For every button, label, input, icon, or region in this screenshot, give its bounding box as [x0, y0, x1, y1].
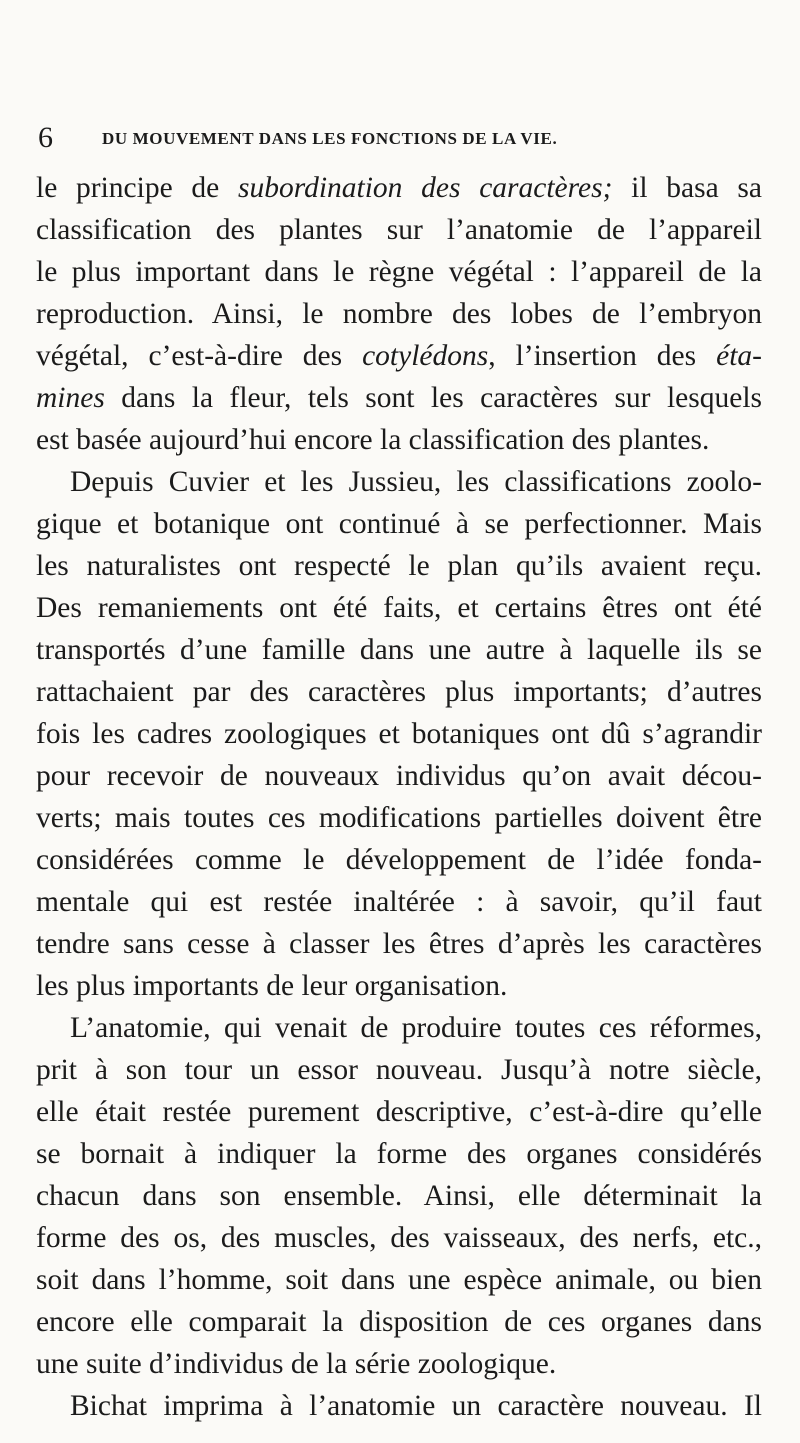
page-number: 6 — [38, 121, 53, 154]
text-line: gique et botanique ont continué à se perfectionner. Mais — [36, 508, 762, 540]
running-head: DU MOUVEMENT DANS LES FONCTIONS DE LA VIE. — [102, 129, 558, 148]
text-line: le principe de subordination des caractères; il basa sa — [36, 172, 762, 204]
text-line: transportés d’une famille dans une autre à laquelle ils se — [36, 634, 762, 666]
text-line: classification des plantes sur l’anatomie de l’appareil — [36, 214, 762, 246]
text-line: reproduction. Ainsi, le nombre des lobes de l’embryon — [36, 298, 762, 330]
text-line: pour recevoir de nouveaux individus qu’on avait décou- — [36, 760, 762, 792]
text-line: se bornait à indiquer la forme des organes considérés — [36, 1138, 762, 1170]
text-line: les naturalistes ont respecté le plan qu’ils avaient reçu. — [36, 550, 762, 582]
text-line: est basée aujourd’hui encore la classification des plantes. — [36, 424, 710, 456]
text-line: soit dans l’homme, soit dans une espèce animale, ou bien — [36, 1264, 762, 1296]
text-line: Depuis Cuvier et les Jussieu, les classifications zoolo- — [70, 466, 762, 498]
text-line: mines dans la fleur, tels sont les caractères sur lesquels — [36, 382, 762, 414]
page-header — [38, 118, 768, 158]
text-line: elle était restée purement descriptive, c’est-à-dire qu’elle — [36, 1096, 762, 1128]
text-line: forme des os, des muscles, des vaisseaux, des nerfs, etc., — [36, 1222, 762, 1254]
text-line: rattachaient par des caractères plus importants; d’autres — [36, 676, 762, 708]
text-line: mentale qui est restée inaltérée : à savoir, qu’il faut — [36, 886, 762, 918]
text-line: fois les cadres zoologiques et botaniques ont dû s’agrandir — [36, 718, 762, 750]
text-line: Des remaniements ont été faits, et certains êtres ont été — [36, 592, 762, 624]
text-line: une suite d’individus de la série zoologique. — [36, 1348, 557, 1380]
text-line: considérées comme le développement de l’idée fonda- — [36, 844, 762, 876]
text-line: verts; mais toutes ces modifications partielles doivent être — [36, 802, 762, 834]
text-line: encore elle comparait la disposition de ces organes dans — [36, 1306, 762, 1338]
text-line: chacun dans son ensemble. Ainsi, elle déterminait la — [36, 1180, 762, 1212]
text-line: les plus importants de leur organisation. — [36, 970, 508, 1002]
text-line: le plus important dans le règne végétal : l’appareil de la — [36, 256, 762, 288]
text-line: tendre sans cesse à classer les êtres d’après les caractères — [36, 928, 762, 960]
text-line: Bichat imprima à l’anatomie un caractère nouveau. Il — [70, 1390, 762, 1422]
text-line: végétal, c’est-à-dire des cotylédons, l’insertion des éta- — [36, 340, 762, 372]
text-line: L’anatomie, qui venait de produire toutes ces réformes, — [70, 1012, 762, 1044]
text-line: prit à son tour un essor nouveau. Jusqu’à notre siècle, — [36, 1054, 762, 1086]
